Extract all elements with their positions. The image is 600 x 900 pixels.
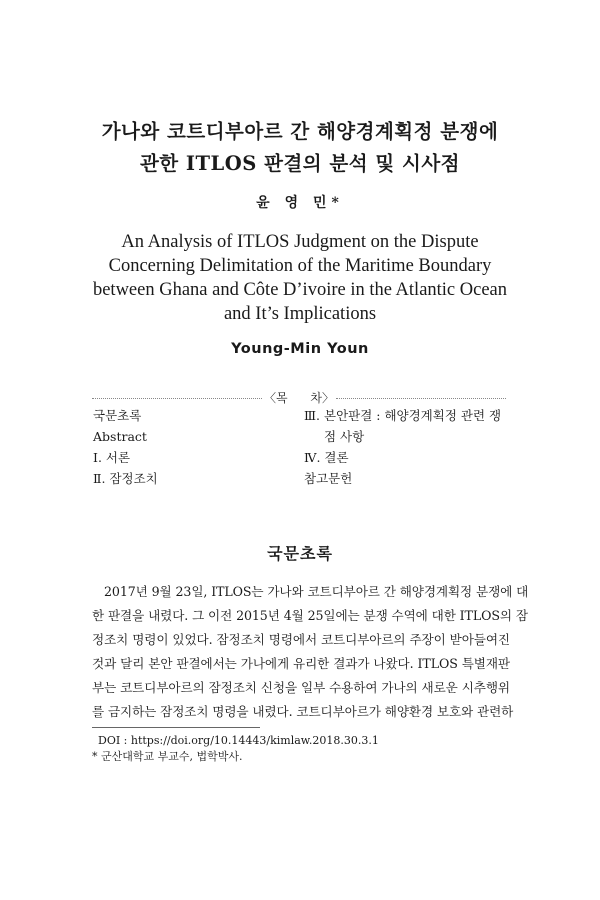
toc-item[interactable]: Ⅰ. 서론 [93, 450, 131, 465]
abstract-line: 를 금지하는 잠정조치 명령을 내렸다. 코트디부아르가 해양환경 보호와 관련하 [92, 704, 514, 719]
footnote-rule [92, 727, 260, 728]
doi-footnote[interactable]: DOI : https://doi.org/10.14443/kimlaw.2018.30.3.1 [98, 734, 379, 747]
korean-title-line-1: 가나와 코트디부아르 간 해양경계획정 분쟁에 [101, 120, 499, 143]
abstract-line: 한 판결을 내렸다. 그 이전 2015년 4월 25일에는 분쟁 수역에 대한 ITLOS의 잠 [92, 608, 528, 623]
korean-author: 윤 영 민* [256, 195, 344, 211]
toc-rule-right [336, 398, 506, 399]
toc-item[interactable]: 참고문헌 [304, 471, 353, 486]
abstract-heading: 국문초록 [267, 544, 333, 563]
abstract-line: 것과 달리 본안 판결에서는 가나에게 유리한 결과가 나왔다. ITLOS 특별재판 [92, 656, 510, 671]
english-author: Young-Min Youn [231, 341, 369, 357]
toc-item[interactable]: 국문초록 [93, 408, 142, 423]
toc-item[interactable]: Abstract [93, 429, 147, 444]
english-title-line-3: between Ghana and Côte D’ivoire in the Atlantic Ocean [92, 280, 508, 300]
english-title-line-1: An Analysis of ITLOS Judgment on the Dispute [121, 232, 479, 252]
toc-heading: 〈목 차〉 [263, 391, 335, 405]
english-title-line-2: Concerning Delimitation of the Maritime Boundary [108, 256, 492, 276]
toc-item[interactable]: Ⅳ. 결론 [304, 450, 349, 465]
toc-item[interactable]: Ⅲ. 본안판결 : 해양경계획정 관련 쟁 [304, 408, 502, 423]
toc-item[interactable]: Ⅱ. 잠정조치 [93, 471, 158, 486]
toc-rule-left [92, 398, 262, 399]
abstract-line: 2017년 9월 23일, ITLOS는 가나와 코트디부아르 간 해양경계획정 분쟁에 대 [104, 584, 529, 599]
english-title-line-4: and It’s Implications [223, 304, 377, 324]
toc-item[interactable]: 점 사항 [324, 429, 365, 444]
abstract-line: 정조치 명령이 있었다. 잠정조치 명령에서 코트디부아르의 주장이 받아들여진 [92, 632, 510, 647]
author-footnote: * 군산대학교 부교수, 법학박사. [92, 750, 243, 763]
korean-title-line-2: 관한 ITLOS 판결의 분석 및 시사점 [139, 152, 461, 175]
abstract-line: 부는 코트디부아르의 잠정조치 신청을 일부 수용하여 가나의 새로운 시추행위 [92, 680, 510, 695]
